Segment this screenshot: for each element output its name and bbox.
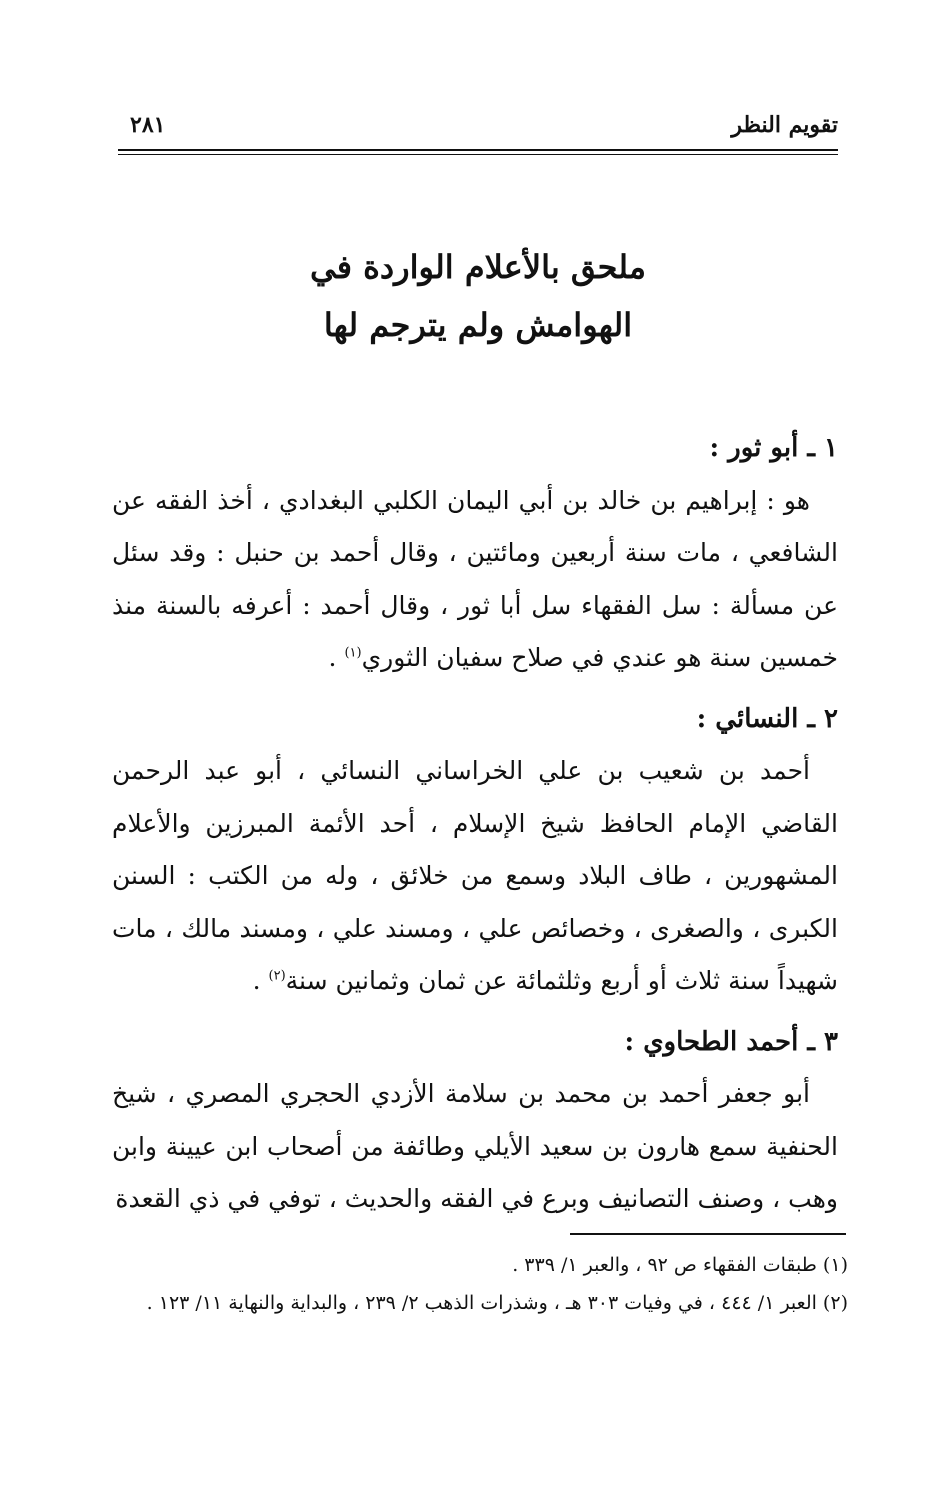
entry-text: أحمد بن شعيب بن علي الخراساني النسائي ، أبو عبد الرحمن القاضي الإمام الحافظ شيخ الإسلام ، أحد الأئمة المبرزين والأعلام المشهورين ، طاف البلاد وسمع من خلائق ، وله من الكتب : السنن الكبرى ، والصغرى ، وخصائص علي ، ومسند علي ، ومسند مالك ، مات شهيداً سنة ثلاث أو أربع وثلثمائة عن ثمان وثمانين سنة <box>112 756 838 995</box>
running-header <box>118 112 838 152</box>
entry-gap <box>112 685 838 693</box>
entry-nasai <box>112 693 838 1008</box>
entry-paragraph <box>112 745 838 1008</box>
footnote-1: (١) طبقات الفقهاء ص ٩٢ ، والعبر ١/ ٣٣٩ . <box>512 1254 848 1276</box>
entry-tail: . <box>252 966 269 995</box>
footnote-ref[interactable]: (٢) <box>268 968 286 984</box>
entry-gap <box>112 1008 838 1016</box>
footnote-separator <box>570 1233 846 1235</box>
header-rule-thin <box>118 154 838 155</box>
entry-tahawi <box>112 1016 838 1226</box>
entry-heading: ٢ ـ النسائي : <box>696 703 838 734</box>
entry-tail: . <box>328 643 345 672</box>
entry-paragraph <box>112 1068 838 1226</box>
header-rule <box>118 149 838 151</box>
entry-text: أبو جعفر أحمد بن محمد بن سلامة الأزدي الحجري المصري ، شيخ الحنفية سمع هارون بن سعيد الأيلي وطائفة من أصحاب ابن عيينة وابن وهب ، وصنف التصانيف وبرع في الفقه والحديث ، توفي في ذي القعدة <box>112 1079 838 1213</box>
entry-text: هو : إبراهيم بن خالد بن أبي اليمان الكلبي البغدادي ، أخذ الفقه عن الشافعي ، مات سنة أربعين ومائتين ، وقال أحمد بن حنبل : وقد سئل عن مسألة : سل الفقهاء سل أبا ثور ، وقال أحمد : أعرفه بالسنة منذ خمسين سنة هو عندي في صلاح سفيان الثوري <box>112 485 838 672</box>
entry-paragraph <box>112 475 838 685</box>
chapter-title-line-1: ملحق بالأعلام الواردة في <box>310 248 646 286</box>
chapter-title-line-2: الهوامش ولم يترجم لها <box>323 306 633 344</box>
book-title: تقويم النظر <box>731 112 838 138</box>
body-text <box>112 422 838 1226</box>
page-number: ٢٨١ <box>130 112 166 138</box>
entry-heading: ١ ـ أبو ثور : <box>709 433 838 463</box>
entry-abu-thawr <box>112 422 838 685</box>
footnote-2: (٢) العبر ١/ ٤٤٤ ، في وفيات ٣٠٣ هـ ، وشذرات الذهب ٢/ ٢٣٩ ، والبداية والنهاية ١١/ ١٢٣ . <box>146 1292 848 1314</box>
footnotes <box>112 1246 848 1322</box>
footnote-ref[interactable]: (١) <box>344 645 362 661</box>
entry-heading: ٣ ـ أحمد الطحاوي : <box>624 1026 838 1057</box>
chapter-title <box>118 238 838 354</box>
